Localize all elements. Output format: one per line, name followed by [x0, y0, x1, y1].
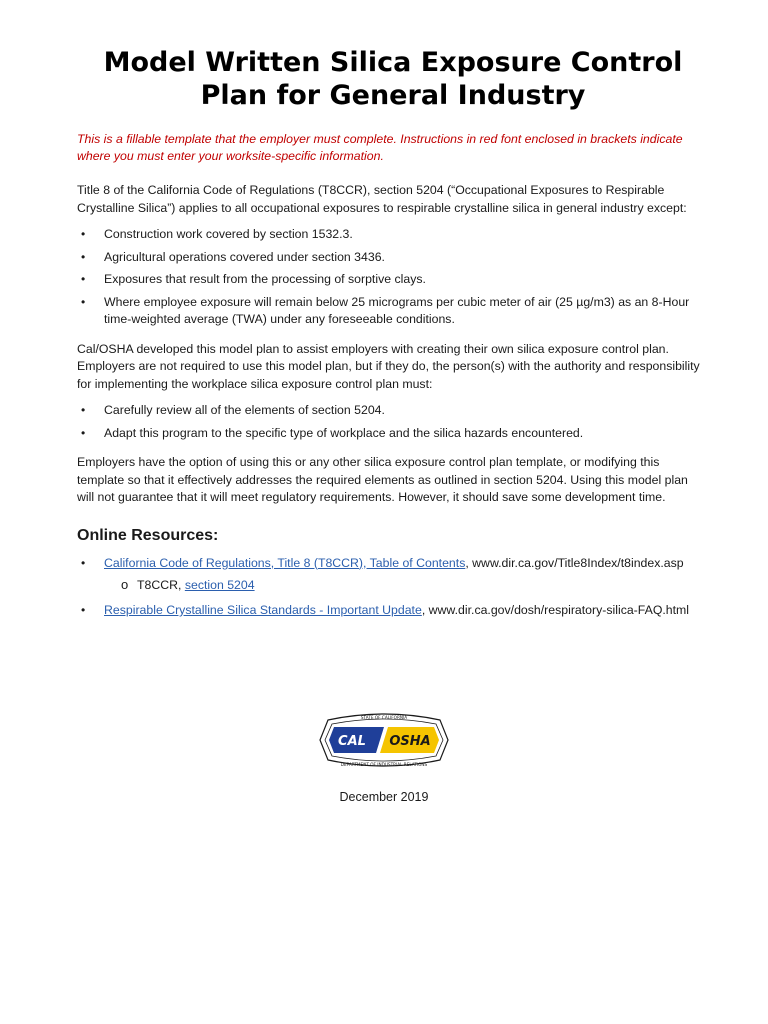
resource-subitem-section-5204	[77, 577, 705, 594]
silica-standards-update-link[interactable]: Respirable Crystalline Silica Standards - Important Update	[104, 603, 422, 617]
resources-list-2	[77, 602, 705, 620]
list-item: • Carefully review all of the elements of section 5204.	[77, 402, 705, 420]
document-title: Model Written Silica Exposure Control Plan for General Industry	[103, 47, 683, 111]
fillable-template-note: This is a fillable template that the employer must complete. Instructions in red font enclosed in brackets indicate where you must enter your worksite-specific information.	[77, 132, 683, 163]
logo-bottom-text: DEPARTMENT OF INDUSTRIAL RELATIONS	[340, 762, 428, 767]
cal-osha-logo-icon	[318, 710, 450, 770]
requirements-list	[77, 402, 705, 442]
resource-item-silica-standards	[77, 602, 705, 620]
bullet-icon: •	[81, 425, 86, 440]
bullet-icon: •	[81, 272, 86, 286]
bullet-icon: •	[81, 294, 86, 309]
silica-faq-url-text: , www.dir.ca.gov/dosh/respiratory-silica-FAQ.html	[421, 603, 690, 617]
logo-top-text: STATE OF CALIFORNIA	[360, 715, 408, 720]
t8ccr-url-text: , www.dir.ca.gov/Title8Index/t8index.asp	[465, 555, 684, 570]
scope-paragraph: Title 8 of the California Code of Regulations (T8CCR), section 5204 (“Occupational Exposures to Respirable Crystalline Silica”) applies to all occupational exposures to respirable crystalline silica in general industry except:	[77, 183, 687, 215]
options-paragraph: Employers have the option of using this or any other silica exposure control plan template, or modifying this template so that it effectively addresses the required elements as outlined in section 5204. Using this model plan will not guarantee that it will meet regulatory requirements. However, it should save some development time.	[77, 455, 688, 504]
list-item: • Adapt this program to the specific type of workplace and the silica hazards encountered.	[77, 425, 705, 443]
model-plan-paragraph: Cal/OSHA developed this model plan to assist employers with creating their own silica exposure control plan. Employers are not required to use this model plan, but if they do, the person(s) with the authority and responsibility for implementing the workplace silica exposure control plan must:	[77, 341, 700, 391]
bullet-icon: •	[81, 403, 86, 417]
publication-date: December 2019	[339, 790, 429, 804]
logo-cal-text: CAL	[338, 734, 366, 749]
bullet-icon: •	[81, 249, 86, 264]
list-item: • Agricultural operations covered under section 3436.	[77, 249, 705, 267]
exceptions-list	[77, 226, 705, 329]
cal-osha-logo	[318, 710, 450, 770]
resource-item-t8ccr	[77, 555, 705, 573]
list-item: • Construction work covered by section 1532.3.	[77, 226, 705, 244]
bullet-icon: •	[81, 555, 86, 570]
logo-osha-text: OSHA	[389, 734, 431, 749]
t8ccr-contents-link[interactable]: California Code of Regulations, Title 8 (T8CCR), Table of Contents	[104, 555, 466, 570]
section-5204-link[interactable]: section 5204	[184, 578, 255, 592]
list-item: • Where employee exposure will remain below 25 micrograms per cubic meter of air (25 µg/m3) as an 8-Hour time-weighted average (TWA) under any foreseeable conditions.	[81, 294, 690, 326]
bullet-icon: •	[81, 603, 86, 617]
t8ccr-prefix-text: T8CCR,	[137, 578, 185, 592]
bullet-icon: •	[81, 227, 86, 241]
circle-bullet-icon: o	[121, 577, 129, 592]
resources-list	[77, 555, 705, 573]
online-resources-heading: Online Resources:	[77, 526, 219, 544]
list-item: • Exposures that result from the processing of sorptive clays.	[77, 271, 705, 289]
